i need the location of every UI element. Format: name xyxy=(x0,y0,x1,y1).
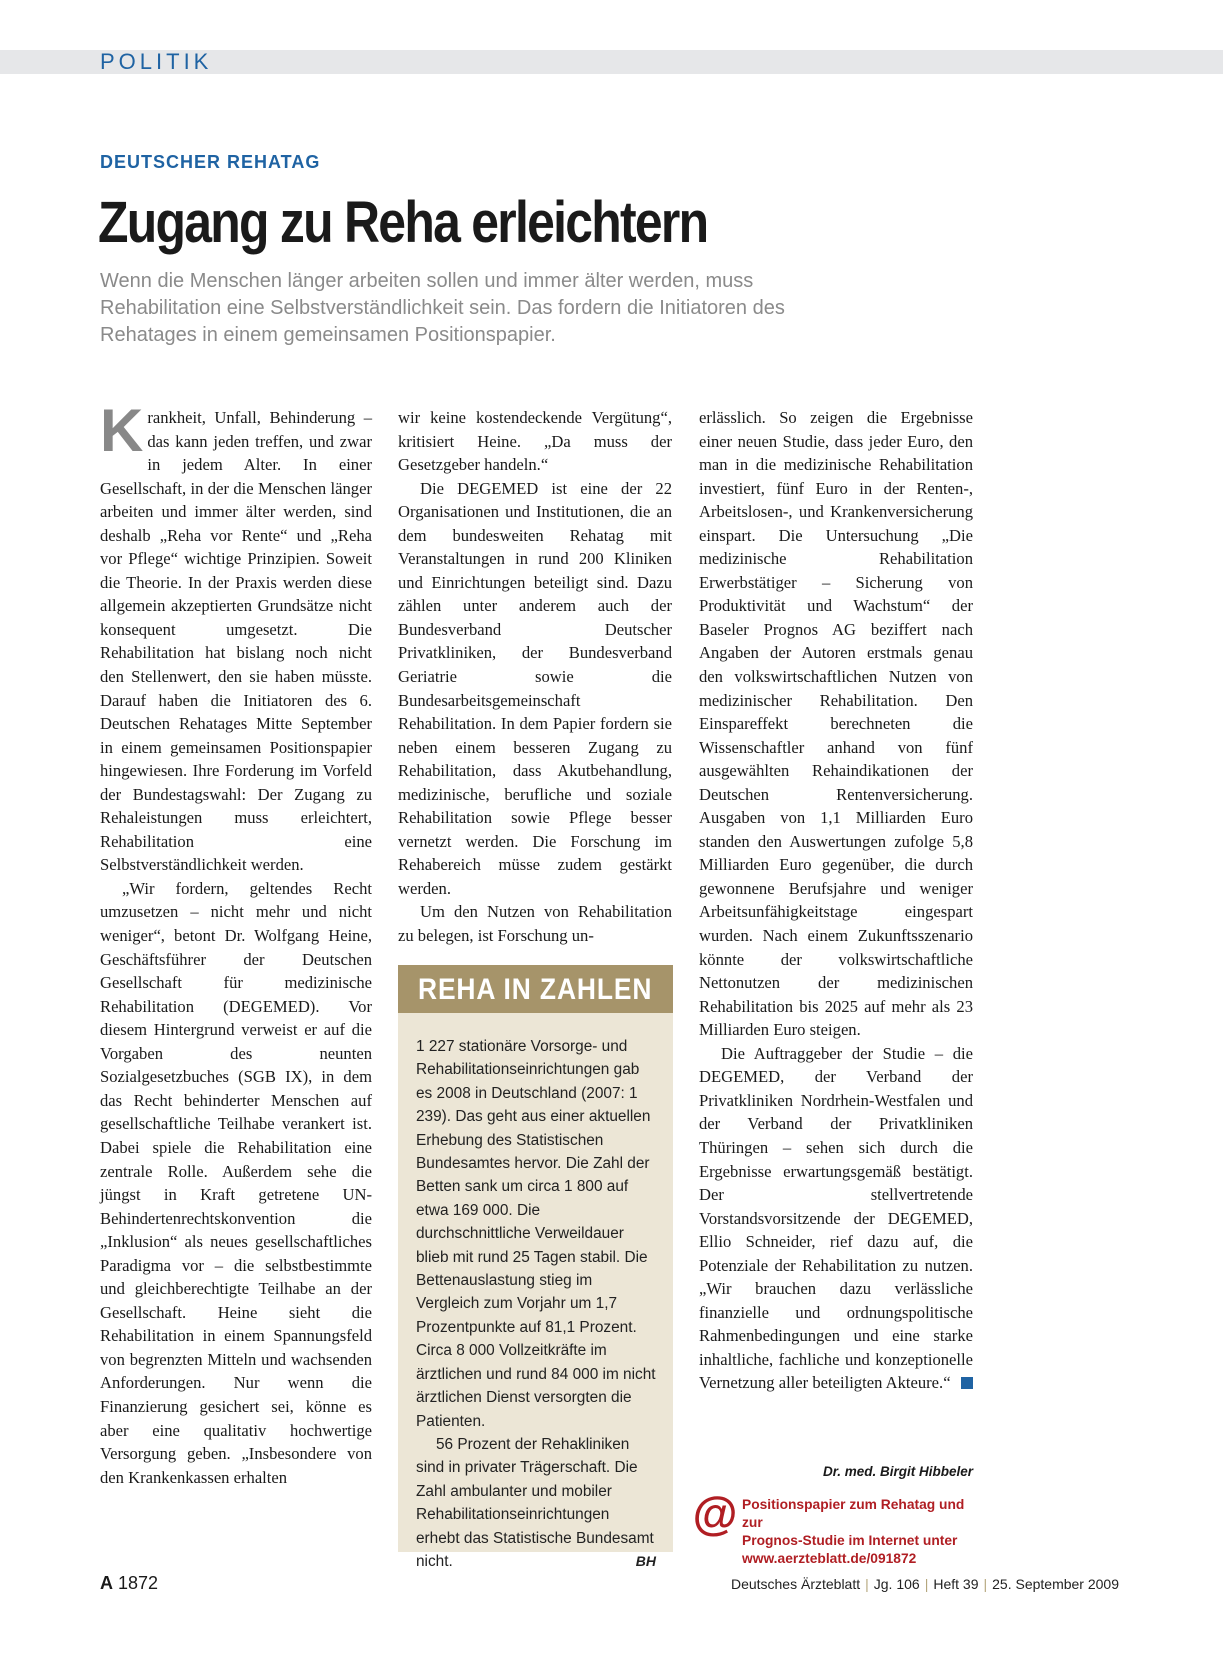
info-box-paragraph: 56 Prozent der Rehakliniken sind in privater Trägerschaft. Die Zahl ambulanter und mobiler Rehabilitationseinrichtungen erhebt das Statistische Bundesamt nicht. BH xyxy=(416,1433,656,1573)
web-reference-line: Prognos-Studie im Internet unter xyxy=(742,1533,958,1548)
author-byline: Dr. med. Birgit Hibbeler xyxy=(822,1464,973,1479)
paragraph: wir keine kostendeckende Vergütung“, kritisiert Heine. „Da muss der Gesetzgeber handeln.“ xyxy=(398,408,672,475)
info-box-paragraph: 1 227 stationäre Vorsorge- und Rehabilitationseinrichtungen gab es 2008 in Deutschland (2007: 1 239). Das geht aus einer aktuellen Erhebung des Statistischen Bundesamtes hervor. Die Zahl der Betten sank um circa 1 800 auf etwa 169 000. Die durchschnittliche Verweildauer blieb mit rund 25 Tagen stabil. Die Bettenauslastung stieg im Vergleich zum Vorjahr um 1,7 Prozentpunkte auf 81,1 Prozent. Circa 8 000 Vollzeitkräfte im ärztlichen und rund 84 000 im nicht ärztlichen Dienst versorgten die Patienten. xyxy=(416,1038,656,1430)
article-column-2 xyxy=(398,406,672,948)
journal-footer: Deutsches Ärzteblatt | Jg. 106 | Heft 39 | 25. September 2009 xyxy=(730,1576,1119,1592)
paragraph: Um den Nutzen von Rehabilitation zu belegen, ist Forschung un- xyxy=(398,902,672,946)
info-box-header xyxy=(398,965,673,1013)
web-reference[interactable] xyxy=(742,1496,982,1568)
article-headline: Zugang zu Reha erleichtern xyxy=(98,190,708,255)
web-reference-url[interactable]: www.aerzteblatt.de/091872 xyxy=(742,1551,917,1566)
article-column-3 xyxy=(699,406,973,1395)
info-box xyxy=(398,965,673,1570)
section-label: POLITIK xyxy=(100,49,213,74)
article-kicker: DEUTSCHER REHATAG xyxy=(100,152,321,172)
journal-name: Deutsches Ärzteblatt xyxy=(730,1576,861,1592)
journal-date: 25. September 2009 xyxy=(992,1576,1119,1592)
page-number: A 1872 xyxy=(100,1573,159,1593)
journal-volume: Jg. 106 xyxy=(873,1576,920,1592)
paragraph: „Wir fordern, geltendes Recht umzusetzen – nicht mehr und nicht weniger“, betont Dr. Wolfgang Heine, Geschäftsführer der Deutschen Gesellschaft für medizinische Rehabilitation (DEGEMED). Vor diesem Hintergrund verweist er auf die Vorgaben des neunten Sozialgesetzbuches (SGB IX), in dem das Recht behinderter Menschen auf gesellschaftliche Teilhabe verankert ist. Dabei spiele die Rehabilitation eine zentrale Rolle. Außerdem sehe die jüngst in Kraft getretene UN-Behindertenrechtskonvention die „Inklusion“ als neues gesellschaftliches Paradigma vor – die selbstbestimmte und gleichberechtigte Teilhabe an der Gesellschaft. Heine sieht die Rehabilitation in einem Spannungsfeld von begrenzten Mitteln und wachsenden Anforderungen. Nur wenn die Finanzierung gesichert sei, könne es aber eine qualitativ hochwertige Versorgung geben. „Insbesondere von den Krankenkassen erhalten xyxy=(100,878,372,1487)
article-column-1 xyxy=(100,397,372,1489)
paragraph: Die DEGEMED ist eine der 22 Organisationen und Institutionen, die an dem bundesweiten Rehatag mit Veranstaltungen in rund 200 Kliniken und Einrichtungen beteiligt sind. Dazu zählen unter anderem auch der Bundesverband Deutscher Privatkliniken, der Bundesverband Geriatrie sowie die Bundesarbeitsgemeinschaft Rehabilitation. In dem Papier fordern sie neben einem besseren Zugang zu Rehabilitation, dass Akutbehandlung, medizinische, berufliche und soziale Rehabilitation sowie Pflege besser vernetzt werden. Die Forschung im Rehabereich müsse zudem gestärkt werden. xyxy=(398,478,672,898)
paragraph: erlässlich. So zeigen die Ergebnisse einer neuen Studie, dass jeder Euro, den man in die medizinische Rehabilitation investiert, fünf Euro in der Renten-, Arbeitslosen-, und Krankenversicherung einspart. Die Untersuchung „Die medizinische Rehabilitation Erwerbstätiger – Sicherung von Produktivität und Wachstum“ der Baseler Prognos AG beziffert nach Angaben der Autoren erstmals genau den volkswirtschaftlichen Nutzen von medizinischer Rehabilitation. Den Einspareffekt berechneten die Wissenschaftler anhand von fünf ausgewählten Rehaindikationen der Deutschen Rentenversicherung. Ausgaben von 1,1 Milliarden Euro standen den Auswertungen zufolge 5,8 Milliarden Euro gegenüber, die durch gewonnene Berufsjahre und weniger Arbeitsunfähigkeitstage eingespart wurden. Nach einem Zukunftsszenario könnte der volkswirtschaftliche Nettonutzen der medizinischen Rehabilitation bis 2025 auf mehr als 23 Milliarden Euro steigen. xyxy=(699,408,973,1040)
info-box-title: REHA IN ZAHLEN xyxy=(418,973,653,1006)
info-box-signature: BH xyxy=(635,1552,656,1569)
svg-text:@: @ xyxy=(693,1493,737,1537)
info-box-body xyxy=(416,1035,656,1573)
drop-cap: K xyxy=(100,397,144,464)
journal-issue: Heft 39 xyxy=(933,1576,979,1592)
paragraph: Die Auftraggeber der Studie – die DEGEMED, der Verband der Privatkliniken Nordrhein-Westfalen und der Verband der Privatkliniken Thüringen – sehen sich durch die Ergebnisse erwartungsgemäß bestätigt. Der stellvertretende Vorstandsvorsitzende der DEGEMED, Ellio Schneider, rief dazu auf, die Potenziale der Rehabilitation zu nutzen. „Wir brauchen dazu verlässliche finanzielle und ordnungspolitische Rahmenbedingungen und eine starke inhaltliche, fachliche und konzeptionelle Vernetzung aller beteiligten Akteure.“ xyxy=(699,1043,973,1393)
end-mark-icon xyxy=(961,1377,973,1389)
paragraph: Krankheit, Unfall, Behinderung – das kann jeden treffen, und zwar in jedem Alter. In einer Gesellschaft, in der die Menschen länger arbeiten und immer älter werden, sind deshalb „Reha vor Rente“ und „Reha vor Pflege“ wichtige Prinzipien. Soweit die Theorie. In der Praxis werden diese allgemein akzeptierten Grundsätze nicht konsequent umgesetzt. Die Rehabilitation hat bislang noch nicht den Stellenwert, den sie haben müsste. Darauf haben die Initiatoren des 6. Deutschen Rehatages Mitte September in einem gemeinsamen Positionspapier hingewiesen. Ihre Forderung im Vorfeld der Bundestagswahl: Der Zugang zu Rehaleistungen muss erleichtert, Rehabilitation eine Selbstverständlichkeit werden. xyxy=(100,397,372,875)
web-reference-line: Positionspapier zum Rehatag und zur xyxy=(742,1497,965,1530)
at-sign-icon xyxy=(693,1493,737,1537)
article-lead: Wenn die Menschen länger arbeiten sollen und immer älter werden, muss Rehabilitation eine Selbstverständlichkeit sein. Das fordern die Initiatoren des Rehatages in einem gemeinsamen Positionspapier. xyxy=(100,270,785,346)
